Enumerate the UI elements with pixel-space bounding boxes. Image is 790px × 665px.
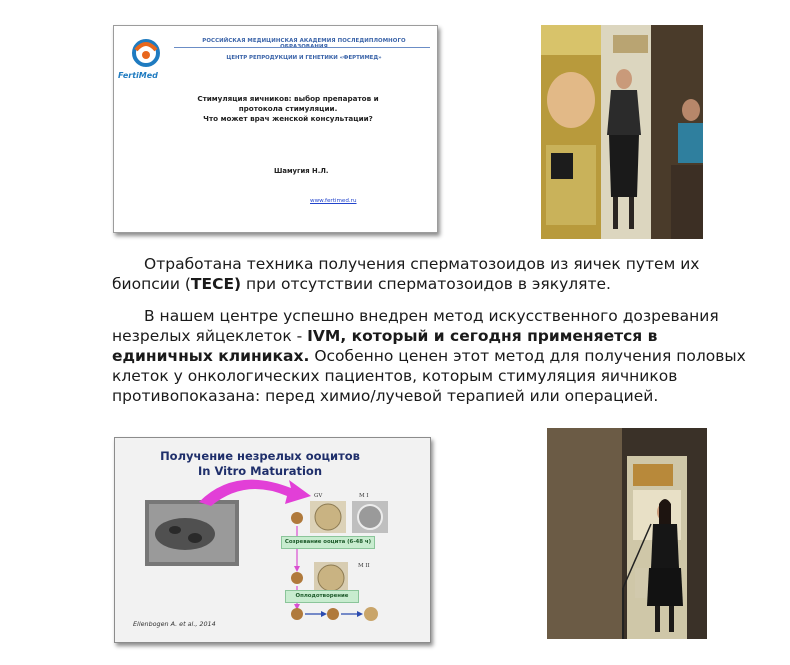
- paragraph-text: Отработана техника получения сперматозоидов из яичек путем их биопсии (: [112, 255, 700, 293]
- arrow-icon: [199, 480, 311, 506]
- ivm-diagram: [115, 438, 430, 642]
- slide-title-line: Что может врач женской консультации?: [203, 114, 373, 123]
- author-name: Шамугия Н.Л.: [274, 167, 329, 175]
- conference-photo-speaker-2: [547, 428, 707, 639]
- logo-text: FertiMed: [118, 71, 158, 80]
- paragraph-tece: [112, 254, 732, 294]
- paragraph-bold-text: TECE): [190, 275, 242, 293]
- oocyte-small: [291, 512, 303, 524]
- fertimed-logo-icon: [126, 38, 166, 74]
- paragraph-bold-text: IVM, который и сегодня применяется в единичных клиниках.: [112, 327, 658, 365]
- conference-photo-speaker: [541, 25, 703, 239]
- paragraph-text: Особенно ценен этот метод для получения половых клеток у онкологических пациентов, которым стимуляция яичников противопоказана: перед химио/лучевой терапией или операцией.: [112, 347, 746, 405]
- stage-fertilization-label: Оплодотворение: [285, 590, 359, 603]
- label-gv: GV: [314, 493, 323, 499]
- presentation-slide-title: [113, 25, 438, 233]
- website-link: www.fertimed.ru: [310, 198, 357, 204]
- paragraph-ivm: [112, 306, 752, 406]
- slide-title: [168, 94, 408, 124]
- organization-name: РОССИЙСКАЯ МЕДИЦИНСКАЯ АКАДЕМИЯ ПОСЛЕДИПЛОМНОГО: [202, 38, 406, 44]
- presentation-slide-ivm: [114, 437, 431, 643]
- citation: Ellenbogen A. et al., 2014: [133, 620, 216, 628]
- paragraph-text: В нашем центре успешно внедрен метод искусственного дозревания незрелых яйцеклеток -: [112, 307, 719, 345]
- label-mi: M I: [359, 493, 369, 499]
- paragraph-text: при отсутствии сперматозоидов в эякуляте.: [241, 275, 611, 293]
- slide-title-line: Стимуляция яичников: выбор препаратов и: [197, 94, 379, 103]
- slide-title-line: In Vitro Maturation: [197, 464, 323, 478]
- slide-title-line: протокола стимуляции.: [238, 104, 338, 113]
- divider: [174, 47, 430, 48]
- slide-title-line: Получение незрелых ооцитов: [160, 449, 360, 463]
- stage-maturation-label: Созревание ооцита (6-48 ч): [281, 536, 375, 549]
- center-name: ЦЕНТР РЕПРОДУКЦИИ И ГЕНЕТИКИ «ФЕРТИМЕД»: [226, 55, 382, 61]
- label-mii: M II: [358, 563, 370, 569]
